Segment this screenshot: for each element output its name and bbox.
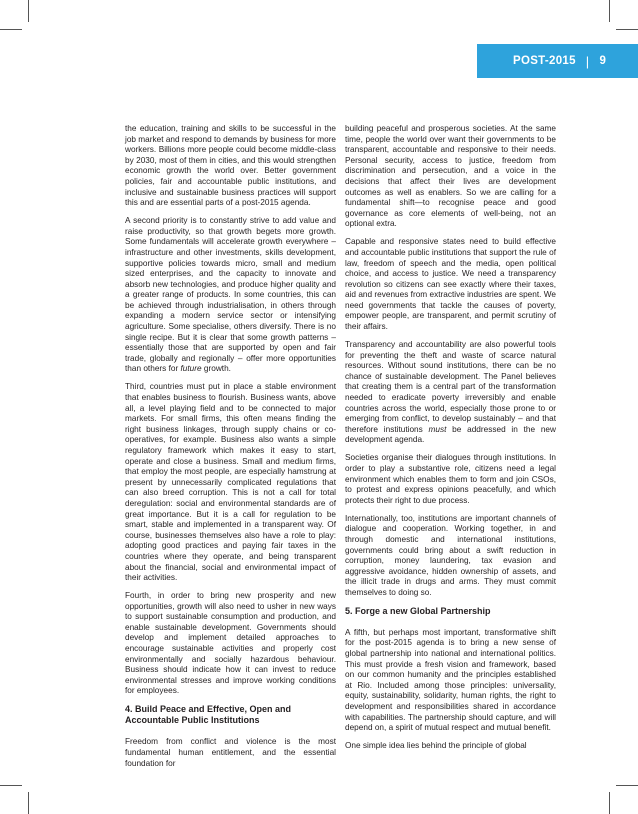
paragraph-text: be addressed in the new development agenda. xyxy=(345,424,556,445)
right-column xyxy=(345,124,556,759)
paragraph: A fifth, but perhaps most important, transformative shift for the post-2015 agenda is to bring a new sense of global partnership into national and international politics. This must provide a fresh vision and framework, based on our common humanity and the principles established at Rio. Included among those principles: universality, equity, sustainability, solidarity, human rights, the right to development and responsibilities shared in accordance with capabilities. The partnership should capture, and will depend on, a spirit of mutual respect and mutual benefit. xyxy=(345,627,556,733)
crop-mark xyxy=(616,29,638,30)
paragraph: Fourth, in order to bring new prosperity and new opportunities, growth will also need to usher in new ways to support sustainable consumption and production, and enable sustainable development. Governments should develop and implement detailed approaches to encourage sustainable activities and properly cost environmentally and socially hazardous behaviour. Business should indicate how it can invest to reduce environmental stresses and improve working conditions for employees. xyxy=(125,591,336,696)
paragraph: Third, countries must put in place a stable environment that enables business to flourish. Business wants, above all, a level playing field and to be connected to major markets. For small firms, this often means finding the right business linkages, through supply chains or co-operatives, for example. Business also wants a simple regulatory framework which makes it easy to start, operate and close a business. Small and medium firms, that employ the most people, are especially hamstrung at present by unnecessarily complicated regulations that can also breed corruption. This is not a call for total deregulation: social and environmental standards are of great importance. But it is a call for regulation to be smart, stable and implemented in a transparent way. Of course, businesses themselves also have a role to play: adopting good practices and paying fair taxes in the countries where they operate, and being transparent about the financial, social and environmental impact of their activities. xyxy=(125,382,336,583)
section-label: POST-2015 xyxy=(513,55,576,67)
crop-mark xyxy=(0,29,22,30)
paragraph-text: Transparency and accountability are also powerful tools for preventing the theft and waste of scarce natural resources. Without sound institutions, there can be no chance of sustainable development. The Panel believes that creating them is a central part of the transformation needed to eradicate poverty irreversibly and enable countries across the world, especially those prone to or emerging from conflict, to develop sustainably – and that therefore institutions xyxy=(345,340,556,434)
paragraph xyxy=(345,340,556,446)
crop-mark xyxy=(28,792,29,814)
page-header-tab xyxy=(477,44,638,78)
section-heading: 5. Forge a new Global Partnership xyxy=(345,605,491,616)
page-number: 9 xyxy=(599,55,607,67)
emphasis-text: must xyxy=(428,424,447,434)
section-heading: 4. Build Peace and Effective, Open and Accountable Public Institutions xyxy=(125,704,292,726)
header-separator: | xyxy=(585,53,590,69)
paragraph: Capable and responsive states need to build effective and accountable public institutions that support the rule of law, freedom of speech and the media, open political choice, and access to justice. We need a transparency revolution so citizens can see exactly where their taxes, aid and revenues from extractive industries are spent. We need governments that tackle the causes of poverty, empower people, are transparent, and permit scrutiny of their affairs. xyxy=(345,237,556,332)
paragraph: building peaceful and prosperous societies. At the same time, people the world over want their governments to be transparent, accountable and responsive to their needs. Personal security, access to justice, freedom from discrimination and persecution, and a voice in the decisions that affect their lives are development outcomes as well as enablers. So we are calling for a fundamental shift—to recognise peace and good governance as core elements of well-being, not an optional extra. xyxy=(345,124,556,229)
left-column xyxy=(125,124,336,777)
paragraph-text: growth. xyxy=(201,364,231,374)
paragraph xyxy=(125,216,336,375)
crop-mark xyxy=(609,0,610,22)
paragraph: the education, training and skills to be successful in the job market and respond to demands by business for more workers. Billions more people could become middle-class by 2030, most of them in cities, and this would strengthen economic growth the world over. Better government policies, fair and accountable public institutions, and inclusive and sustainable business practices will support this and are essential parts of a post-2015 agenda. xyxy=(125,124,336,208)
paragraph: One simple idea lies behind the principle of global xyxy=(345,741,527,751)
emphasis-text: future xyxy=(180,364,202,374)
paragraph: Internationally, too, institutions are important channels of dialogue and cooperation. Working together, in and through domestic and international institutions, governments could bring about a swift reduction in corruption, money laundering, tax evasion and aggressive avoidance, hidden ownership of assets, and the illicit trade in drugs and arms. They must commit themselves to doing so. xyxy=(345,513,556,597)
paragraph-text: A second priority is to constantly strive to add value and raise productivity, so that growth begets more growth. Some fundamentals will accelerate growth everywhere – infrastructure and other investments, skills development, supportive policies towards micro, small and medium sized enterprises, and the capacity to innovate and absorb new technologies, and produce higher quality and a greater range of products. In some countries, this can be achieved through industrialisation, in others through expanding a modern service sector or intensifying agriculture. Some specialise, others diversify. There is no single recipe. But it is clear that some growth patterns – essentially those that are supported by open and fair trade, globally and regionally – offer more opportunities than others for xyxy=(125,216,336,374)
crop-mark xyxy=(0,785,22,786)
paragraph: Societies organise their dialogues through institutions. In order to play a substantive role, citizens need a legal environment which enables them to form and join CSOs, to protest and express opinions peacefully, and which protects their right to due process. xyxy=(345,453,556,505)
paragraph: Freedom from conflict and violence is the most fundamental human entitlement, and the essential foundation for xyxy=(125,737,336,768)
crop-mark xyxy=(609,792,610,814)
crop-mark xyxy=(28,0,29,22)
crop-mark xyxy=(616,785,638,786)
